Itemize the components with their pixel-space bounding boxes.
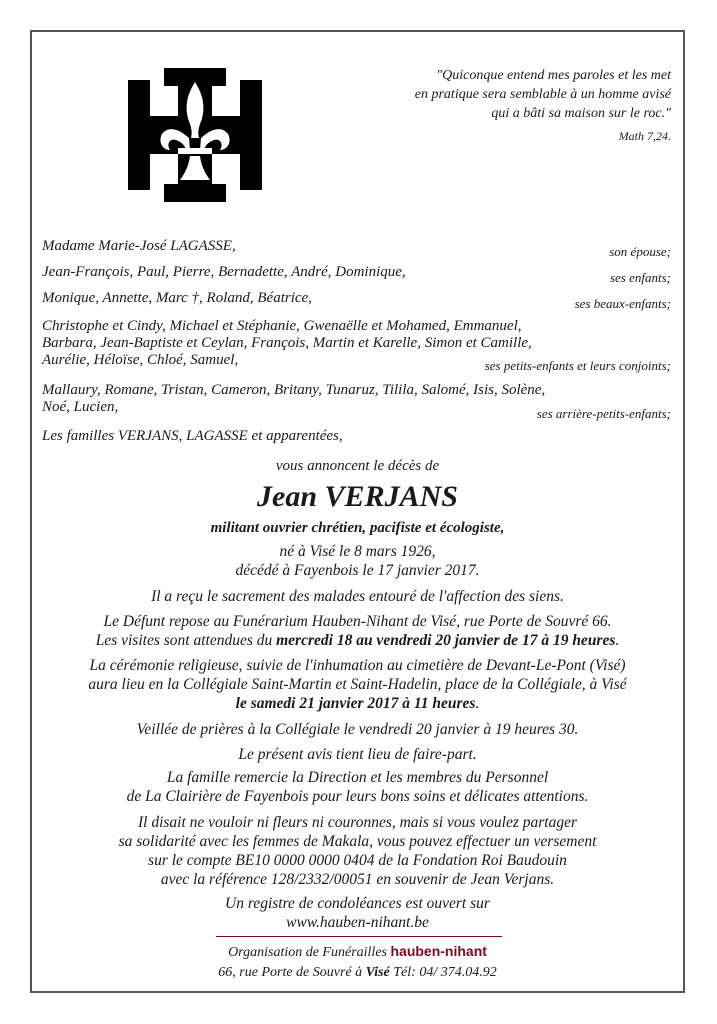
family-names: Jean-François, Paul, Pierre, Bernadette, André, Dominique,	[42, 264, 406, 280]
thanks-line: de La Clairière de Fayenbois pour leurs bons soins et délicates attentions.	[126, 788, 589, 805]
funeral-organisation	[32, 941, 683, 983]
family-entry-great-grandchildren	[42, 382, 671, 421]
notice-line: Le présent avis tient lieu de faire-part.	[238, 746, 477, 763]
visits-line: Les visites sont attendues du mercredi 18 au vendredi 20 janvier de 17 à 19 heures.	[95, 632, 620, 649]
sacrament-line: Il a reçu le sacrement des malades entouré de l'affection des siens.	[151, 588, 564, 605]
family-names: Madame Marie-José LAGASSE,	[42, 238, 236, 254]
scout-cross-fleur-de-lis-icon	[128, 68, 262, 202]
death-line: décédé à Fayenbois le 17 janvier 2017.	[235, 562, 480, 579]
visits-dates: mercredi 18 au vendredi 20 janvier de 17 à 19 heures	[276, 632, 616, 649]
family-names: Monique, Annette, Marc †, Roland, Béatrice,	[42, 290, 312, 306]
ceremony-line: La cérémonie religieuse, suivie de l'inhumation au cimetière de Devant-Le-Pont (Visé)	[89, 657, 626, 674]
ceremony-line: aura lieu en la Collégiale Saint-Martin et Saint-Hadelin, place de la Collégiale, à Visé	[88, 676, 627, 693]
quote-line: en pratique sera semblable à un homme avisé	[414, 87, 671, 102]
donation-line: sur le compte BE10 0000 0000 0404 de la Fondation Roi Baudouin	[148, 852, 567, 869]
quote-line: qui a bâti sa maison sur le roc."	[491, 106, 671, 121]
donation-line: Il disait ne vouloir ni fleurs ni couronnes, mais si vous voulez partager	[138, 814, 577, 831]
family-names: Les familles VERJANS, LAGASSE et apparentées,	[42, 428, 343, 444]
donation-line: sa solidarité avec les femmes de Makala, vous pouvez effectuer un versement	[118, 833, 597, 850]
family-names: Aurélie, Héloïse, Chloé, Samuel,	[42, 352, 239, 368]
obituary-frame	[30, 30, 685, 993]
family-entry-stepchildren	[42, 290, 671, 311]
deceased-tagline: militant ouvrier chrétien, pacifiste et écologiste,	[210, 520, 505, 536]
repose-line: Le Défunt repose au Funérarium Hauben-Nihant de Visé, rue Porte de Souvré 66.	[103, 613, 612, 630]
birth-line: né à Visé le 8 mars 1926,	[279, 543, 436, 560]
family-names: Noé, Lucien,	[42, 399, 119, 415]
family-names: Christophe et Cindy, Michael et Stéphanie, Gwenaëlle et Mohamed, Emmanuel,	[42, 318, 522, 334]
ceremony-date: le samedi 21 janvier 2017 à 11 heures.	[235, 695, 480, 712]
donation-line: avec la référence 128/2332/00051 en souvenir de Jean Verjans.	[160, 871, 555, 888]
family-relation: ses beaux-enfants;	[574, 296, 671, 311]
ceremony-block	[32, 656, 683, 713]
organisation-line: Organisation de Funérailles hauben-nihant	[228, 943, 487, 960]
quote-line: "Quiconque entend mes paroles et les met	[436, 68, 671, 83]
family-entry-families	[42, 428, 671, 445]
thanks-block	[32, 768, 683, 806]
family-relation: ses petits-enfants et leurs conjoints;	[484, 358, 671, 373]
family-relation: son épouse;	[609, 244, 671, 259]
repose-block	[32, 612, 683, 650]
organisation-address: 66, rue Porte de Souvré à Visé Tél: 04/ 374.04.92	[218, 965, 497, 980]
thanks-line: La famille remercie la Direction et les membres du Personnel	[166, 769, 549, 786]
birth-death	[32, 542, 683, 580]
donation-block	[32, 813, 683, 889]
family-entry-spouse	[42, 238, 671, 259]
family-relation: ses arrière-petits-enfants;	[536, 406, 671, 421]
family-relation: ses enfants;	[609, 270, 671, 285]
vigil-line: Veillée de prières à la Collégiale le vendredi 20 janvier à 19 heures 30.	[136, 721, 579, 738]
family-entry-children	[42, 264, 671, 285]
register-line: Un registre de condoléances est ouvert sur	[225, 895, 490, 912]
deceased-name: Jean VERJANS	[257, 480, 458, 513]
bible-quote	[291, 66, 671, 146]
announcement: vous annoncent le décès de	[275, 458, 440, 474]
family-names: Mallaury, Romane, Tristan, Cameron, Britany, Tunaruz, Tilila, Salomé, Isis, Solène,	[42, 382, 546, 398]
register-url-link[interactable]: www.hauben-nihant.be	[286, 914, 429, 931]
quote-reference: Math 7,24.	[618, 129, 671, 143]
family-entry-grandchildren	[42, 318, 671, 373]
family-names: Barbara, Jean-Baptiste et Ceylan, François, Martin et Karelle, Simon et Camille,	[42, 335, 532, 351]
brand-logo: hauben-nihant	[390, 943, 487, 959]
footer-divider	[216, 936, 502, 937]
register-block	[32, 894, 683, 932]
